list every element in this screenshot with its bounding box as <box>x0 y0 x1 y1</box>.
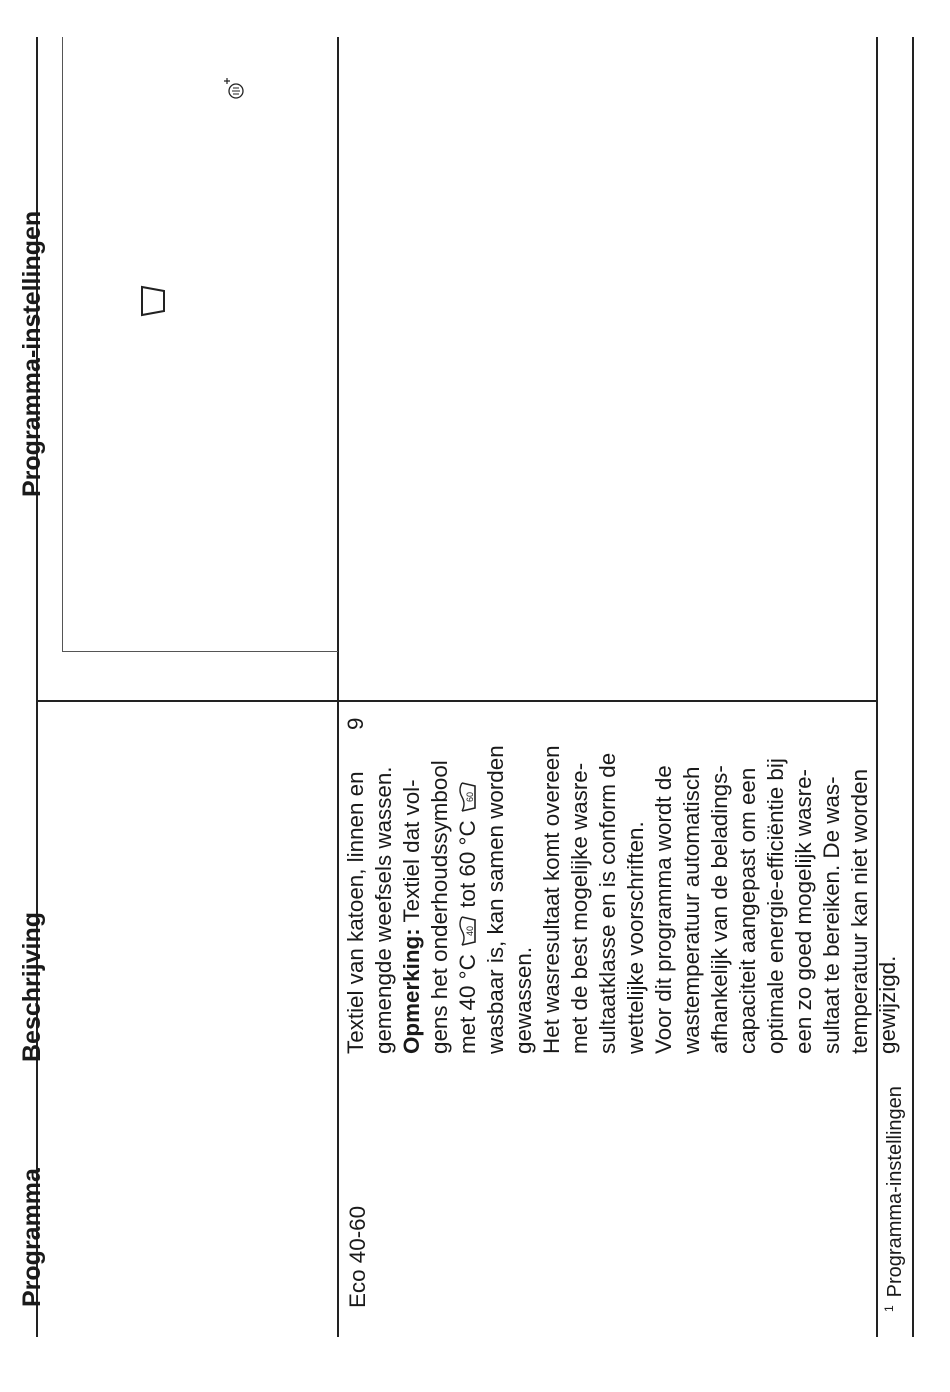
svg-text:40: 40 <box>465 925 475 936</box>
description-line: afhankelijk van de beladings- <box>707 765 732 1054</box>
wash-40-icon <box>459 916 477 946</box>
description-line: gens het onderhoudssymbool <box>427 760 452 1054</box>
footnote-text: Programma-instellingen <box>884 1086 906 1298</box>
description-line: Textiel van katoen, linnen en <box>343 771 368 1054</box>
description-line: gewijzigd. <box>875 955 900 1054</box>
stain-plus-icon <box>222 76 253 102</box>
programma-description <box>342 745 902 1054</box>
header-beschrijving: Beschrijving <box>18 911 46 1062</box>
description-line: sultaat te bereiken. De was- <box>819 776 844 1054</box>
settings-sub-divider <box>62 651 338 652</box>
settings-section-divider <box>36 700 878 702</box>
table-bottom-rule <box>876 37 878 1337</box>
header-programma-instellingen: Programma-instellingen <box>18 210 46 497</box>
note-label: Opmerking: <box>399 928 424 1054</box>
programma-name: Eco 40-60 <box>345 1205 370 1308</box>
description-line: capaciteit aangepast om een <box>735 767 760 1054</box>
description-line: met de best mogelijke wasre- <box>567 762 592 1054</box>
description-temp-line <box>454 745 482 1054</box>
description-line: wastemperatuur automatisch <box>679 766 704 1054</box>
footnote <box>882 1086 907 1312</box>
description-line: gemengde weefsels wassen. <box>371 766 396 1054</box>
wash-60-icon <box>459 782 477 812</box>
settings-sub-rule <box>62 37 63 652</box>
note-text: Textiel dat vol- <box>399 779 424 929</box>
description-line: een zo goed mogelijk wasre- <box>791 768 816 1054</box>
description-line: wasbaar is, kan samen worden <box>483 745 508 1054</box>
footnote-rule <box>912 37 914 1337</box>
description-line: gewassen. <box>511 946 536 1054</box>
header-bottom-rule <box>337 37 339 1337</box>
drum-icon <box>138 284 173 318</box>
description-line: optimale energie-efficiëntie bij <box>763 758 788 1054</box>
description-line: sultaatklasse en is conform de <box>595 752 620 1054</box>
temp-text-a: met 40 °C <box>455 954 480 1054</box>
temp-text-b: tot 60 °C <box>455 820 480 908</box>
footnote-marker: 1 <box>882 1305 896 1312</box>
description-line: Het wasresultaat komt overeen <box>539 745 564 1054</box>
description-line: temperatuur kan niet worden <box>847 768 872 1054</box>
svg-text:60: 60 <box>465 792 475 803</box>
description-line: Voor dit programma wordt de <box>651 765 676 1054</box>
load-value: 9 <box>343 717 368 730</box>
description-line: wettelijke voorschriften. <box>623 821 648 1054</box>
description-note-line <box>398 745 426 1054</box>
header-programma: Programma <box>18 1168 46 1307</box>
